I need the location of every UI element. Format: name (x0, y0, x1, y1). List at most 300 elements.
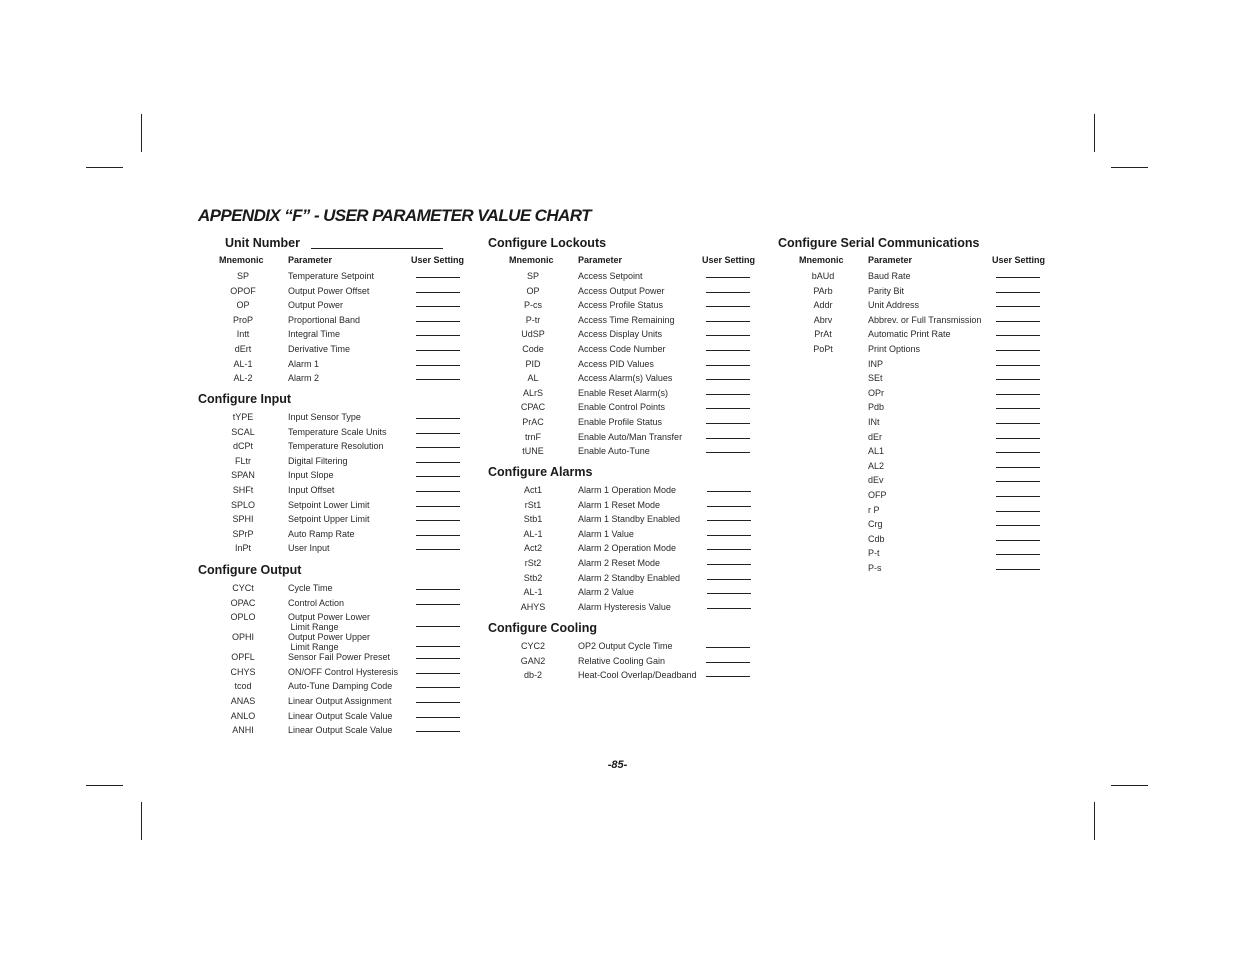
table-row (493, 446, 753, 458)
mnemonic-cell: SPAN (231, 470, 255, 481)
header-mnemonic: Mnemonic (799, 255, 844, 265)
user-setting-field[interactable] (996, 423, 1040, 424)
user-setting-field[interactable] (996, 394, 1040, 395)
parameter-cell: Alarm 2 (288, 373, 320, 384)
user-setting-field[interactable] (416, 350, 460, 351)
table-row (783, 373, 1043, 385)
mnemonic-cell: GAN2 (520, 655, 546, 666)
parameter-cell: dEr (868, 431, 883, 442)
parameter-cell: Temperature Scale Units (288, 426, 387, 437)
parameter-cell: INP (868, 358, 884, 369)
parameter-cell: Input Sensor Type (288, 412, 361, 422)
parameter-cell: Temperature Setpoint (288, 271, 375, 281)
user-setting-field[interactable] (706, 379, 750, 380)
user-setting-field[interactable] (707, 564, 751, 565)
table-row (203, 681, 463, 693)
user-setting-field[interactable] (416, 673, 460, 674)
parameter-cell: Setpoint Lower Limit (288, 499, 370, 510)
parameter-cell: Linear Output Assignment (288, 696, 392, 706)
parameter-cell: Cycle Time (288, 583, 333, 593)
table-row (783, 300, 1043, 312)
mnemonic-cell: ALrS (522, 387, 543, 398)
mnemonic-cell: PrAt (814, 329, 832, 340)
table-row (493, 271, 753, 283)
user-setting-field[interactable] (416, 549, 460, 550)
mnemonic-cell: OPFL (231, 652, 255, 663)
table-row (783, 534, 1043, 546)
table-row (493, 573, 753, 585)
user-setting-field[interactable] (996, 350, 1040, 351)
table-row (493, 417, 753, 429)
user-setting-field[interactable] (996, 452, 1040, 453)
user-setting-field[interactable] (707, 491, 751, 492)
mnemonic-cell: InPt (234, 543, 251, 554)
user-setting-field[interactable] (706, 292, 750, 293)
table-row (783, 417, 1043, 429)
header-user-setting: User Setting (702, 255, 756, 265)
section-title-configure-serial-communications: Configure Serial Communications (778, 236, 980, 250)
parameter-cell: INt (868, 417, 880, 427)
user-setting-field[interactable] (707, 579, 751, 580)
table-row (493, 402, 753, 414)
table-row (783, 519, 1043, 531)
user-setting-field[interactable] (416, 658, 460, 659)
unit-number-label: Unit Number (225, 236, 300, 250)
section-title-configure-alarms: Configure Alarms (488, 465, 593, 479)
user-setting-field[interactable] (706, 452, 750, 453)
user-setting-field[interactable] (416, 646, 460, 647)
page-number: -85- (607, 759, 628, 771)
header-mnemonic: Mnemonic (509, 255, 554, 265)
parameter-cell: Auto Ramp Rate (288, 528, 355, 539)
user-setting-field[interactable] (996, 321, 1040, 322)
mnemonic-cell: AL-1 (233, 358, 253, 369)
parameter-cell: Auto-Tune Damping Code (288, 681, 393, 692)
parameter-cell: SEt (868, 373, 883, 384)
section-title-configure-lockouts: Configure Lockouts (488, 236, 607, 250)
section-title-configure-output: Configure Output (198, 563, 302, 577)
mnemonic-cell: bAUd (811, 271, 835, 281)
mnemonic-cell: Addr (813, 300, 833, 311)
table-row (493, 529, 753, 541)
header-mnemonic: Mnemonic (219, 255, 264, 265)
table-row (203, 652, 463, 664)
user-setting-field[interactable] (416, 626, 460, 627)
user-setting-field[interactable] (416, 687, 460, 688)
crop-mark (1111, 785, 1148, 786)
mnemonic-cell: FLtr (234, 455, 251, 466)
mnemonic-cell: P-tr (525, 314, 541, 325)
parameter-cell: Alarm 1 Operation Mode (578, 485, 677, 495)
user-setting-field[interactable] (416, 418, 460, 419)
table-row (783, 359, 1043, 371)
mnemonic-cell: trnF (524, 431, 541, 442)
user-setting-field[interactable] (996, 306, 1040, 307)
mnemonic-cell: tYPE (232, 412, 254, 422)
user-setting-field[interactable] (706, 662, 750, 663)
parameter-cell: Automatic Print Rate (868, 329, 951, 340)
table-row (203, 612, 463, 633)
user-setting-field[interactable] (996, 292, 1040, 293)
table-row (493, 329, 753, 341)
mnemonic-cell: OPOF (230, 285, 256, 296)
mnemonic-cell: db-2 (523, 670, 542, 681)
parameter-cell: Heat-Cool Overlap/Deadband (578, 670, 697, 681)
mnemonic-cell: SPLO (230, 499, 255, 510)
table-row (783, 271, 1043, 283)
table-row (493, 344, 753, 356)
parameter-cell-continued: Limit Range (288, 622, 339, 633)
table-row (493, 670, 753, 682)
table-row (783, 475, 1043, 487)
table-row (493, 587, 753, 599)
parameter-cell: Input Offset (288, 485, 335, 495)
user-setting-field[interactable] (706, 676, 750, 677)
user-setting-field[interactable] (996, 379, 1040, 380)
parameter-cell: ON/OFF Control Hysteresis (288, 666, 399, 677)
table-row (493, 500, 753, 512)
user-setting-field[interactable] (416, 306, 460, 307)
table-row (493, 432, 753, 444)
table-row (493, 656, 753, 668)
user-setting-field[interactable] (996, 511, 1040, 512)
user-setting-field[interactable] (707, 608, 751, 609)
mnemonic-cell: tcod (234, 681, 252, 692)
parameter-cell: Alarm 2 Standby Enabled (578, 572, 681, 583)
user-setting-field[interactable] (996, 277, 1040, 278)
user-setting-field[interactable] (416, 462, 460, 463)
table-row (203, 315, 463, 327)
user-setting-field[interactable] (416, 717, 460, 718)
parameter-cell: Access Alarm(s) Values (578, 373, 673, 384)
table-row (203, 470, 463, 482)
user-setting-field[interactable] (706, 306, 750, 307)
crop-mark (86, 785, 123, 786)
user-setting-field[interactable] (996, 408, 1040, 409)
mnemonic-cell: CHYS (230, 666, 256, 677)
mnemonic-cell: SP (526, 271, 539, 281)
user-setting-field[interactable] (707, 535, 751, 536)
parameter-cell: Unit Address (868, 300, 920, 311)
parameter-cell: Relative Cooling Gain (578, 655, 666, 666)
parameter-cell: Output Power Lower (288, 612, 371, 623)
user-setting-field[interactable] (706, 394, 750, 395)
user-setting-field[interactable] (707, 549, 751, 550)
user-setting-field[interactable] (996, 335, 1040, 336)
table-row (783, 329, 1043, 341)
user-setting-field[interactable] (416, 604, 460, 605)
table-row (203, 529, 463, 541)
user-setting-field[interactable] (416, 731, 460, 732)
parameter-cell: r P (868, 504, 880, 515)
mnemonic-cell: OP (526, 285, 540, 296)
crop-mark (1094, 114, 1095, 152)
header-parameter: Parameter (868, 255, 913, 265)
mnemonic-cell: SHFt (232, 485, 254, 495)
parameter-cell: Linear Output Scale Value (288, 725, 393, 736)
parameter-cell: Output Power Upper (288, 632, 371, 643)
user-setting-field[interactable] (706, 423, 750, 424)
table-row (203, 329, 463, 341)
user-setting-field[interactable] (996, 365, 1040, 366)
parameter-cell-continued: Limit Range (288, 642, 339, 653)
mnemonic-cell: UdSP (521, 329, 545, 340)
user-setting-field[interactable] (996, 525, 1040, 526)
user-setting-field[interactable] (706, 365, 750, 366)
user-setting-field[interactable] (996, 481, 1040, 482)
mnemonic-cell: PArb (813, 285, 833, 296)
parameter-cell: AL1 (868, 446, 885, 457)
user-setting-field[interactable] (707, 520, 751, 521)
user-setting-field[interactable] (706, 350, 750, 351)
mnemonic-cell: AL-2 (233, 373, 253, 384)
user-setting-field[interactable] (996, 554, 1040, 555)
parameter-cell: Enable Profile Status (578, 417, 663, 427)
table-row (493, 558, 753, 570)
table-row (203, 514, 463, 526)
parameter-cell: Crg (868, 519, 883, 530)
parameter-cell: Pdb (868, 402, 885, 413)
mnemonic-cell: OP (236, 300, 250, 311)
mnemonic-cell: AHYS (520, 601, 546, 612)
table-row (203, 412, 463, 424)
parameter-cell: Access PID Values (578, 358, 654, 369)
parameter-cell: Access Display Units (578, 329, 663, 340)
mnemonic-cell: ANHI (232, 725, 254, 736)
mnemonic-cell: CYCt (232, 583, 254, 593)
parameter-cell: P-s (868, 563, 882, 573)
table-row (203, 598, 463, 610)
table-row (203, 344, 463, 356)
user-setting-field[interactable] (706, 277, 750, 278)
parameter-cell: Baud Rate (868, 271, 911, 281)
parameter-cell: Enable Reset Alarm(s) (578, 387, 669, 398)
parameter-cell: OFP (868, 490, 887, 500)
parameter-cell: Digital Filtering (288, 455, 348, 466)
parameter-cell: Alarm 2 Operation Mode (578, 543, 677, 554)
parameter-cell: Print Options (868, 344, 921, 354)
parameter-cell: Integral Time (288, 329, 341, 340)
parameter-cell: Enable Auto-Tune (578, 446, 650, 457)
table-row (783, 490, 1043, 502)
parameter-cell: Access Code Number (578, 344, 666, 354)
user-setting-field[interactable] (996, 438, 1040, 439)
user-setting-field[interactable] (996, 496, 1040, 497)
user-setting-field[interactable] (706, 321, 750, 322)
mnemonic-cell: Abrv (813, 314, 833, 325)
table-row (203, 485, 463, 497)
table-row (203, 359, 463, 371)
parameter-cell: Alarm 2 Reset Mode (578, 558, 661, 568)
user-setting-field[interactable] (706, 408, 750, 409)
table-row (783, 286, 1043, 298)
mnemonic-cell: SPrP (232, 528, 254, 539)
parameter-cell: Linear Output Scale Value (288, 710, 393, 721)
user-setting-field[interactable] (416, 321, 460, 322)
table-row (203, 286, 463, 298)
user-setting-field[interactable] (416, 365, 460, 366)
mnemonic-cell: OPHI (231, 632, 254, 643)
mnemonic-cell: PID (525, 358, 541, 369)
user-setting-field[interactable] (416, 447, 460, 448)
table-row (783, 563, 1043, 575)
mnemonic-cell: PoPt (813, 344, 833, 354)
table-row (203, 543, 463, 555)
mnemonic-cell: OPLO (230, 612, 256, 623)
mnemonic-cell: rSt1 (524, 499, 542, 510)
parameter-cell: P-t (868, 548, 880, 559)
table-row (203, 711, 463, 723)
mnemonic-cell: AL (527, 373, 539, 384)
parameter-cell: Input Slope (288, 470, 334, 481)
mnemonic-cell: ANLO (230, 710, 256, 721)
table-row (783, 344, 1043, 356)
table-row (203, 667, 463, 679)
user-setting-field[interactable] (416, 379, 460, 380)
table-row (203, 456, 463, 468)
mnemonic-cell: SP (236, 271, 249, 281)
user-setting-field[interactable] (416, 335, 460, 336)
crop-mark (86, 167, 123, 168)
unit-number-field[interactable] (311, 248, 443, 249)
parameter-cell: OPr (868, 387, 885, 398)
table-row (493, 359, 753, 371)
table-row (783, 388, 1043, 400)
parameter-cell: Output Power (288, 300, 344, 311)
header-user-setting: User Setting (411, 255, 465, 265)
mnemonic-cell: ANAS (230, 696, 256, 706)
table-row (203, 583, 463, 595)
parameter-cell: Proportional Band (288, 314, 361, 325)
mnemonic-cell: CPAC (520, 402, 546, 413)
table-row (203, 271, 463, 283)
user-setting-field[interactable] (416, 491, 460, 492)
mnemonic-cell: OPAC (230, 597, 256, 608)
mnemonic-cell: Act2 (523, 543, 542, 554)
mnemonic-cell: ProP (232, 314, 253, 325)
table-row (203, 500, 463, 512)
parameter-cell: Abbrev. or Full Transmission (868, 314, 982, 325)
table-row (493, 373, 753, 385)
user-setting-field[interactable] (706, 438, 750, 439)
parameter-cell: Access Setpoint (578, 271, 643, 281)
parameter-cell: AL2 (868, 460, 885, 471)
table-row (493, 641, 753, 653)
mnemonic-cell: AL-1 (523, 528, 543, 539)
table-row (783, 548, 1043, 560)
mnemonic-cell: tUNE (522, 446, 544, 457)
table-row (783, 315, 1043, 327)
user-setting-field[interactable] (416, 702, 460, 703)
parameter-cell: Access Time Remaining (578, 314, 675, 325)
table-row (493, 286, 753, 298)
mnemonic-cell: Intt (236, 329, 250, 340)
header-parameter: Parameter (288, 255, 333, 265)
section-title-configure-input: Configure Input (198, 392, 292, 406)
user-setting-field[interactable] (416, 589, 460, 590)
table-row (493, 514, 753, 526)
table-row (493, 485, 753, 497)
parameter-cell: dEv (868, 475, 884, 486)
mnemonic-cell: Stb2 (523, 572, 543, 583)
table-row (783, 432, 1043, 444)
table-row (783, 505, 1043, 517)
parameter-cell: Sensor Fail Power Preset (288, 652, 391, 663)
user-setting-field[interactable] (996, 540, 1040, 541)
table-row (493, 300, 753, 312)
user-setting-field[interactable] (416, 292, 460, 293)
user-setting-field[interactable] (707, 506, 751, 507)
parameter-cell: Alarm 1 Value (578, 528, 634, 539)
table-row (493, 315, 753, 327)
table-row (493, 602, 753, 614)
mnemonic-cell: rSt2 (524, 558, 542, 568)
parameter-cell: Alarm 1 (288, 358, 320, 369)
mnemonic-cell: Act1 (523, 485, 542, 495)
table-row (203, 427, 463, 439)
mnemonic-cell: SCAL (231, 426, 255, 437)
parameter-cell: Cdb (868, 533, 885, 544)
crop-mark (1094, 802, 1095, 840)
mnemonic-cell: P-cs (524, 300, 542, 311)
user-setting-field[interactable] (416, 476, 460, 477)
parameter-cell: Access Profile Status (578, 300, 664, 311)
table-row (203, 373, 463, 385)
parameter-cell: Enable Auto/Man Transfer (578, 431, 683, 442)
table-row (783, 461, 1043, 473)
mnemonic-cell: dCPt (232, 441, 253, 452)
parameter-cell: Derivative Time (288, 344, 351, 354)
user-setting-field[interactable] (707, 593, 751, 594)
parameter-cell: Alarm 1 Standby Enabled (578, 514, 681, 525)
user-setting-field[interactable] (706, 335, 750, 336)
user-setting-field[interactable] (706, 647, 750, 648)
table-row (783, 446, 1043, 458)
header-user-setting: User Setting (992, 255, 1046, 265)
crop-mark (141, 802, 142, 840)
header-parameter: Parameter (578, 255, 623, 265)
user-setting-field[interactable] (416, 520, 460, 521)
user-setting-field[interactable] (416, 535, 460, 536)
mnemonic-cell: PrAC (522, 417, 544, 427)
parameter-cell: Enable Control Points (578, 402, 666, 413)
user-setting-field[interactable] (996, 467, 1040, 468)
mnemonic-cell: Code (522, 344, 544, 354)
table-row (203, 441, 463, 453)
mnemonic-cell: dErt (234, 344, 252, 354)
parameter-cell: Output Power Offset (288, 285, 370, 296)
table-row (493, 543, 753, 555)
parameter-cell: Access Output Power (578, 285, 665, 296)
table-row (203, 725, 463, 737)
user-setting-field[interactable] (416, 277, 460, 278)
parameter-cell: Setpoint Upper Limit (288, 514, 370, 525)
user-setting-field[interactable] (416, 506, 460, 507)
section-title-configure-cooling: Configure Cooling (488, 621, 598, 635)
crop-mark (141, 114, 142, 152)
table-row (203, 696, 463, 708)
parameter-cell: Control Action (288, 597, 345, 608)
table-row (493, 388, 753, 400)
page-title: APPENDIX “F” - USER PARAMETER VALUE CHART (198, 206, 591, 225)
mnemonic-cell: CYC2 (520, 641, 545, 651)
parameter-cell: User Input (288, 543, 330, 554)
parameter-cell: Temperature Resolution (288, 441, 384, 452)
parameter-cell: Alarm Hysteresis Value (578, 601, 671, 612)
user-setting-field[interactable] (416, 433, 460, 434)
parameter-cell: Parity Bit (868, 285, 905, 296)
user-setting-field[interactable] (996, 569, 1040, 570)
